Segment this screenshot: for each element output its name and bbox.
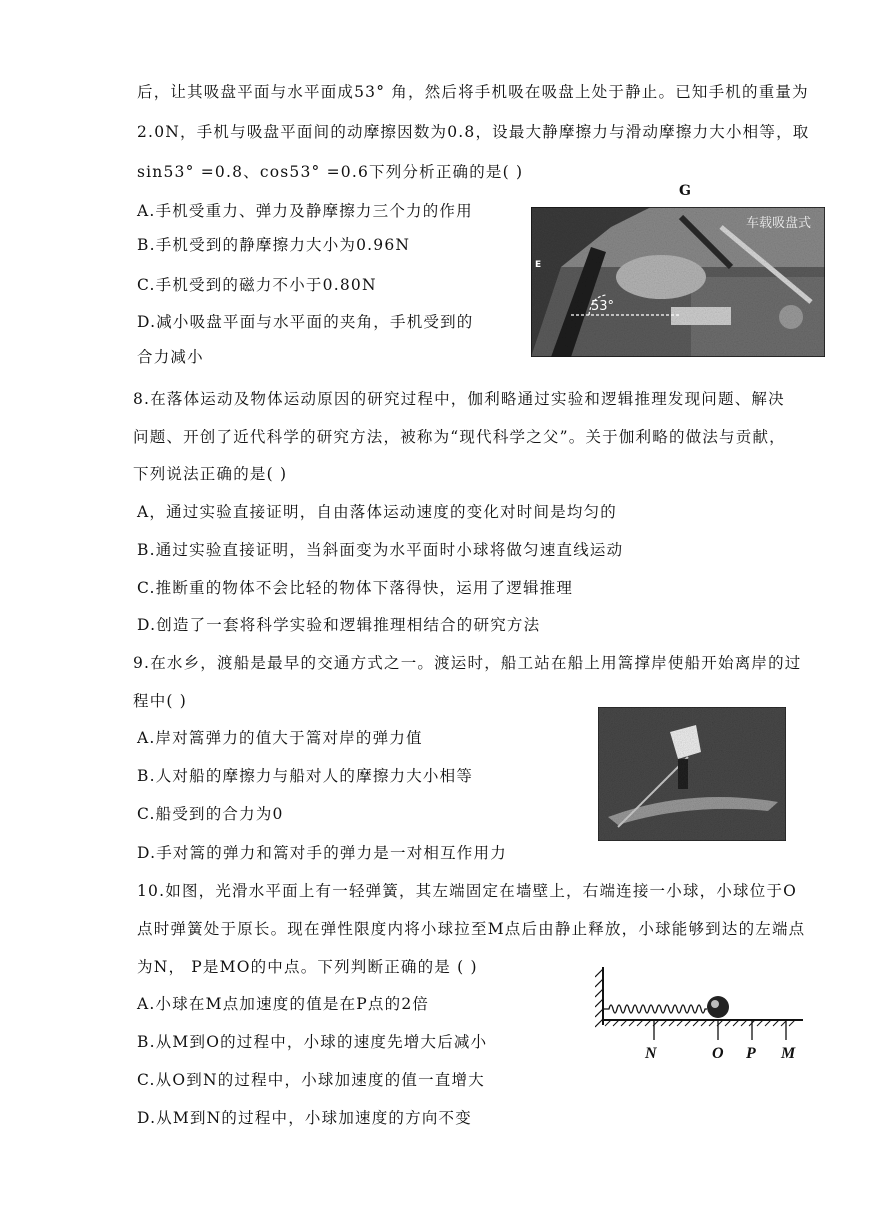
- q10-stem-line-1: 10.如图，光滑水平面上有一轻弹簧，其左端固定在墙壁上，右端连接一小球，小球位于O: [137, 882, 798, 900]
- q7-option-c: C.手机受到的磁力不小于0.80N: [137, 276, 377, 294]
- ball-highlight: [711, 1000, 719, 1008]
- spring-diagram-svg: [595, 963, 810, 1073]
- ferry-boat-photo: [598, 707, 786, 841]
- q9-option-a: A.岸对篙弹力的值大于篙对岸的弹力值: [137, 729, 423, 747]
- wall-hatching: [595, 969, 603, 1027]
- q8-stem-line-2: 问题、开创了近代科学的研究方法，被称为“现代科学之父”。关于伽利略的做法与贡献，: [133, 428, 786, 446]
- q8-option-c: C.推断重的物体不会比轻的物体下落得快，运用了逻辑推理: [137, 579, 574, 597]
- q8-option-b: B.通过实验直接证明，当斜面变为水平面时小球将做匀速直线运动: [137, 541, 624, 559]
- q7-stem-line-2: 2.0N，手机与吸盘平面间的动摩擦因数为0.8，设最大静摩擦力与滑动摩擦力大小相等，取: [137, 123, 810, 141]
- q7-stem-line-3: sin53° =0.8、cos53° =0.6下列分析正确的是( ): [137, 163, 524, 181]
- q10-option-a: A.小球在M点加速度的值是在P点的2倍: [137, 995, 430, 1013]
- q10-stem-line-3: 为N， P是MO的中点。下列判断正确的是 ( ): [137, 958, 478, 976]
- phone-mount-photo-svg: [531, 207, 825, 357]
- q9-option-b: B.人对船的摩擦力与船对人的摩擦力大小相等: [137, 767, 474, 785]
- ferry-boat-photo-svg: [598, 707, 786, 841]
- q10-option-d: D.从M到N的过程中，小球加速度的方向不变: [137, 1109, 472, 1127]
- photo-label-e: E: [535, 260, 542, 270]
- spring-diagram: [595, 963, 810, 1073]
- label-o: O: [712, 1045, 724, 1062]
- photo-watermark: 车载吸盘式: [746, 216, 812, 231]
- figure-label-g: G: [679, 183, 691, 199]
- q10-option-b: B.从M到O的过程中，小球的速度先增大后减小: [137, 1033, 488, 1051]
- q9-option-c: C.船受到的合力为0: [137, 805, 284, 823]
- label-n: N: [645, 1045, 657, 1062]
- q8-stem-line-1: 8.在落体运动及物体运动原因的研究过程中，伽利略通过实验和逻辑推理发现问题、解决: [133, 390, 785, 408]
- spring: [603, 1005, 707, 1013]
- q7-stem-line-1: 后，让其吸盘平面与水平面成53° 角，然后将手机吸在吸盘上处于静止。已知手机的重量为: [137, 83, 809, 101]
- q9-stem-line-2: 程中( ): [133, 692, 188, 710]
- q7-option-b: B.手机受到的静摩擦力大小为0.96N: [137, 236, 411, 254]
- q7-option-d-cont: 合力减小: [137, 348, 204, 366]
- phone-mount-photo: [531, 207, 825, 357]
- label-p: P: [746, 1045, 756, 1062]
- q8-option-d: D.创造了一套将科学实验和逻辑推理相结合的研究方法: [137, 616, 541, 634]
- q9-option-d: D.手对篙的弹力和篙对手的弹力是一对相互作用力: [137, 844, 507, 862]
- q7-option-a: A.手机受重力、弹力及静摩擦力三个力的作用: [137, 202, 473, 220]
- q10-stem-line-2: 点时弹簧处于原长。现在弹性限度内将小球拉至M点后由静止释放，小球能够到达的左端点: [137, 920, 806, 938]
- q8-option-a: A，通过实验直接证明，自由落体运动速度的变化对时间是均匀的: [137, 503, 617, 521]
- q9-stem-line-1: 9.在水乡，渡船是最早的交通方式之一。渡运时，船工站在船上用篙撑岸使船开始离岸的过: [133, 654, 802, 672]
- angle-label: 53°: [591, 299, 615, 314]
- q7-option-d: D.减小吸盘平面与水平面的夹角，手机受到的: [137, 313, 474, 331]
- ball: [707, 996, 729, 1018]
- label-m: M: [781, 1045, 796, 1062]
- q8-stem-line-3: 下列说法正确的是( ): [133, 465, 288, 483]
- q10-option-c: C.从O到N的过程中，小球加速度的值一直增大: [137, 1071, 485, 1089]
